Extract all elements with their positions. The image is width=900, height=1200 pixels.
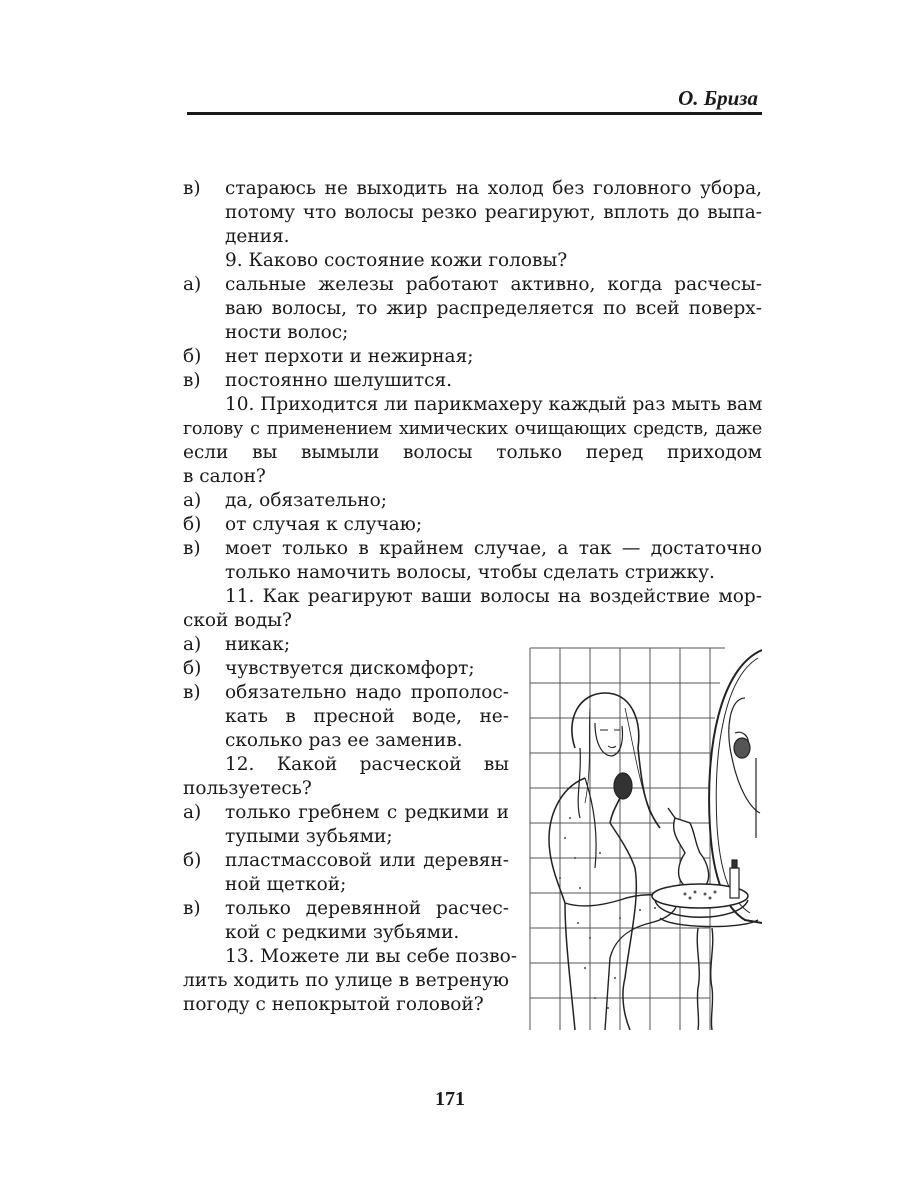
header-rule (187, 112, 762, 115)
woman-combing-hair-illustration (520, 638, 762, 1030)
page-number: 171 (435, 1088, 465, 1110)
header-author: О. Бриза (678, 86, 758, 110)
